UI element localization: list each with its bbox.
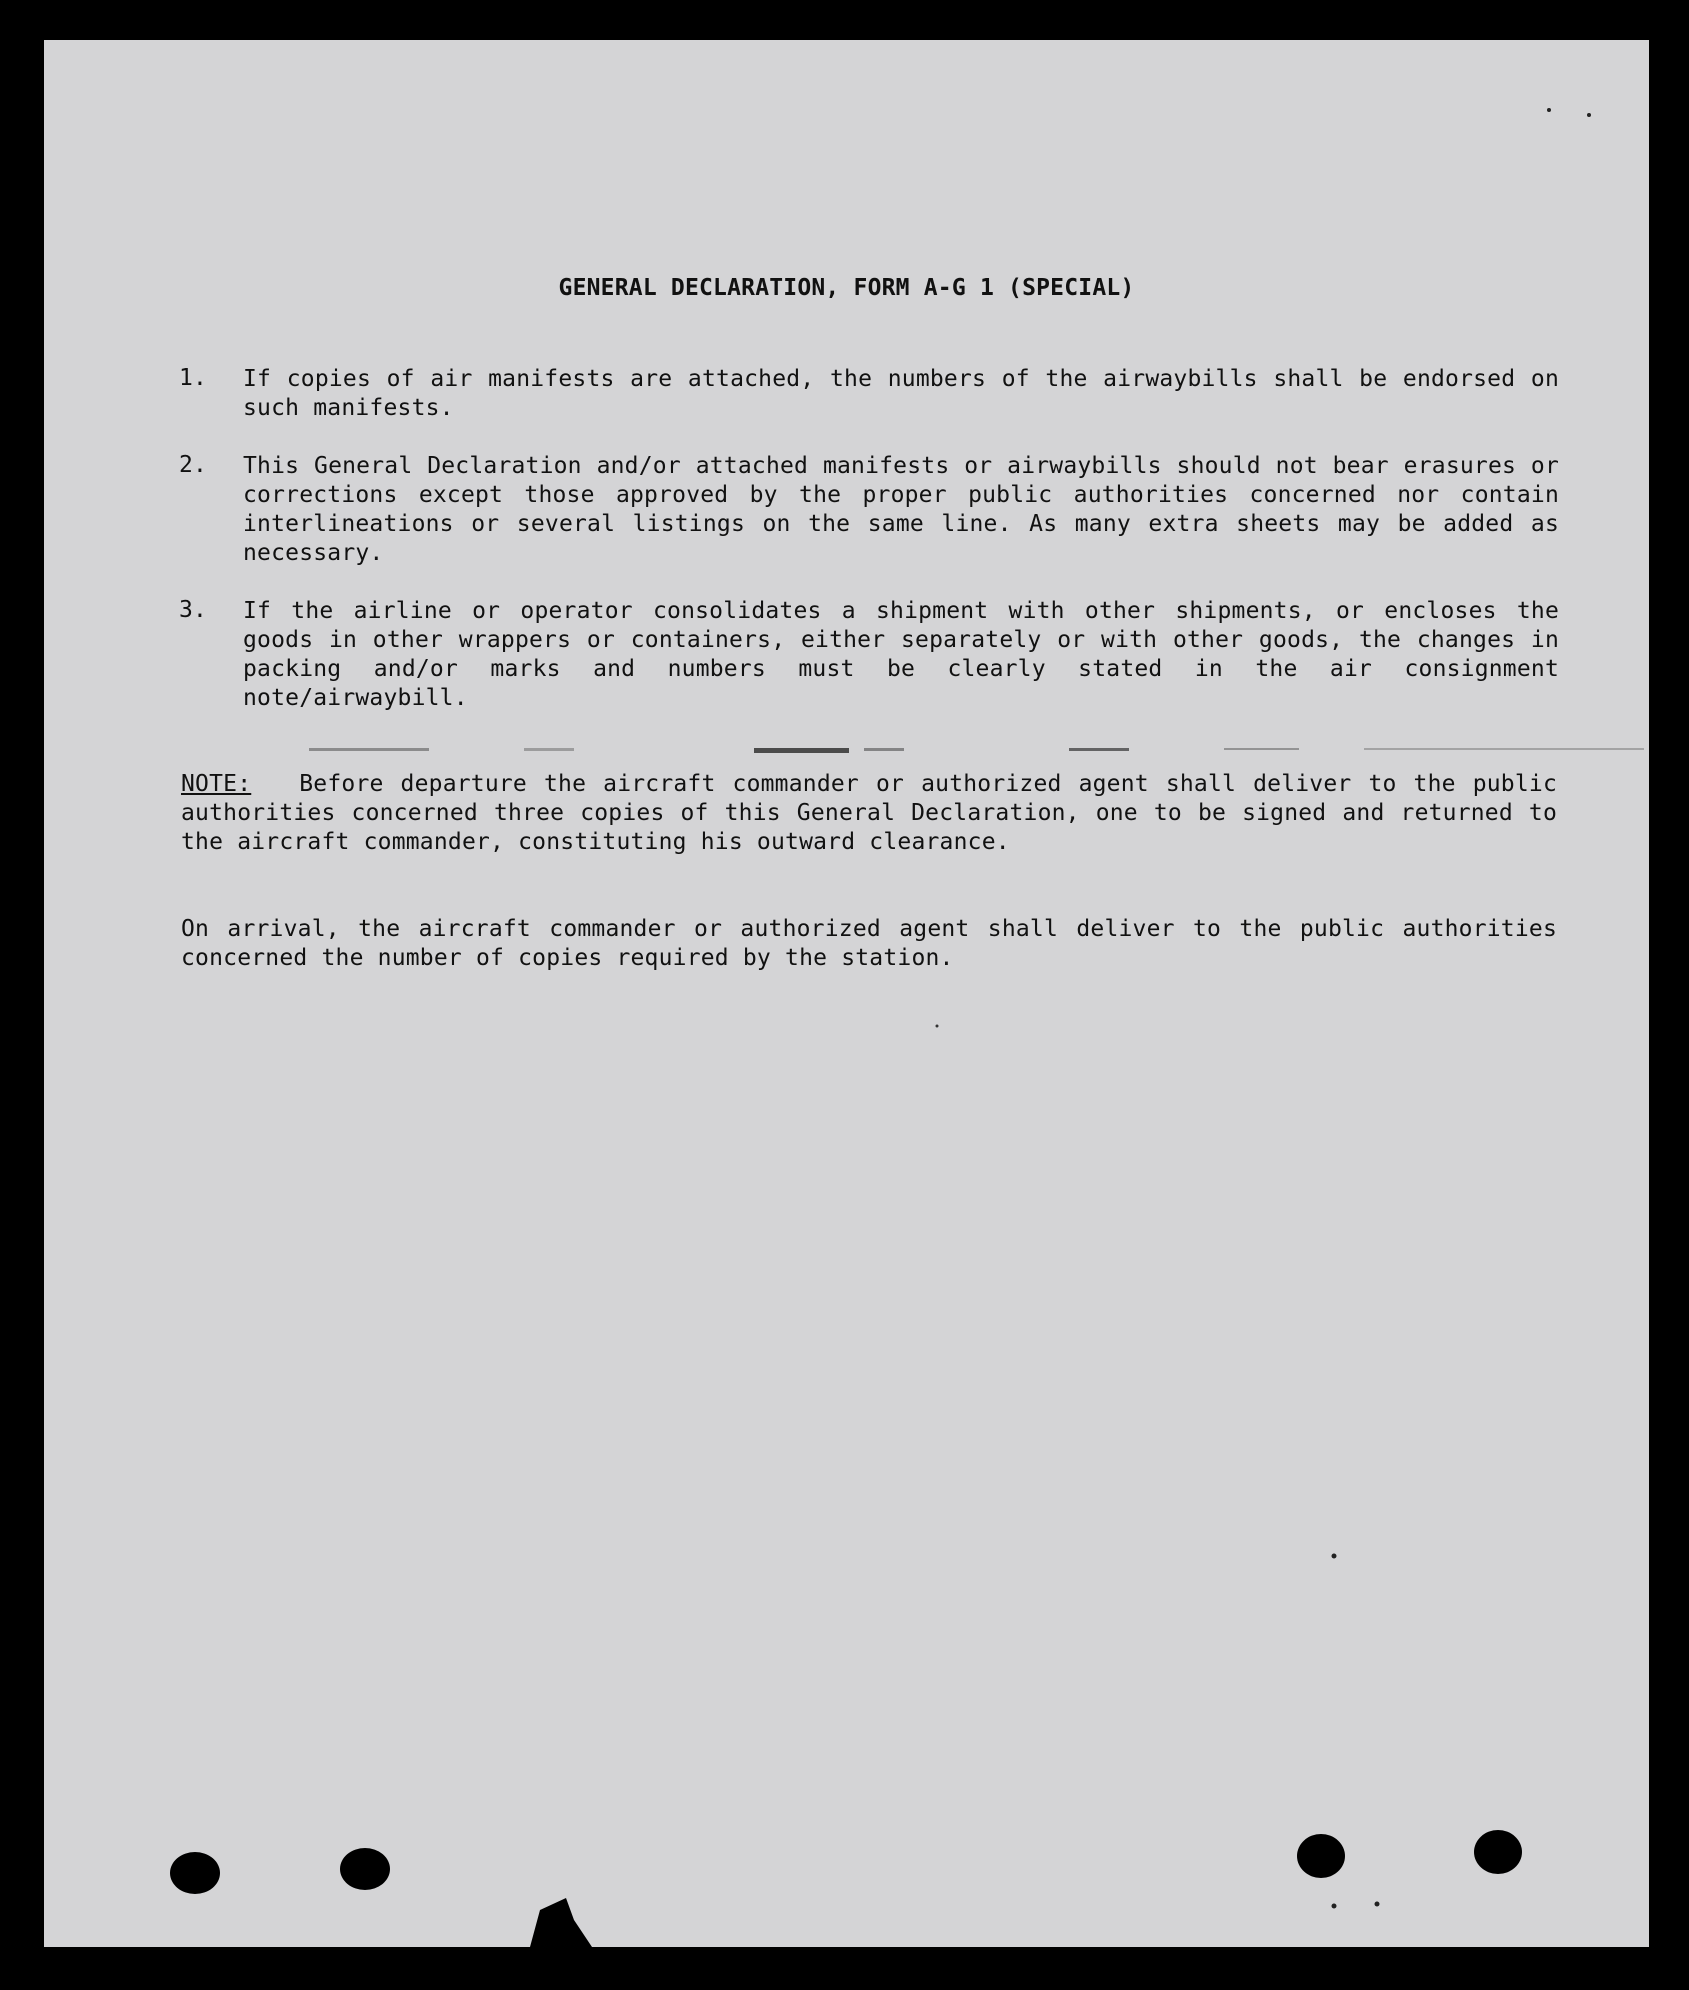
item-text: If copies of air manifests are attached, the numbers of the airwaybills shall be endorsed on such manifests. bbox=[243, 366, 1559, 421]
item-number: 2. bbox=[179, 452, 208, 478]
paper-tear-mark bbox=[44, 40, 1649, 1947]
document-page bbox=[44, 40, 1649, 1947]
note-text: Before departure the aircraft commander or authorized agent shall deliver to the public authorities concerned three copies of this General Declaration, one to be signed and returned to the aircraft commander, constituting his outward clearance. bbox=[181, 771, 1557, 855]
item-number: 1. bbox=[179, 365, 208, 391]
item-text: If the airline or operator consolidates a shipment with other shipments, or encloses the goods in other wrappers or containers, either separately or with other goods, the changes in packing and/or marks and numbers must be clearly stated in the air consignment note/airwaybill. bbox=[243, 598, 1559, 711]
arrival-paragraph: On arrival, the aircraft commander or authorized agent shall deliver to the public authorities concerned the number of copies required by the station. bbox=[181, 916, 1557, 971]
item-text: This General Declaration and/or attached manifests or airwaybills should not bear erasures or corrections except those approved by the proper public authorities concerned nor contain interlineations or several listings on the same line. As many extra sheets may be added as necessary. bbox=[243, 453, 1559, 566]
note-label: NOTE: bbox=[181, 771, 252, 797]
document-title: GENERAL DECLARATION, FORM A-G 1 (SPECIAL) bbox=[558, 275, 1135, 301]
item-number: 3. bbox=[179, 597, 208, 623]
